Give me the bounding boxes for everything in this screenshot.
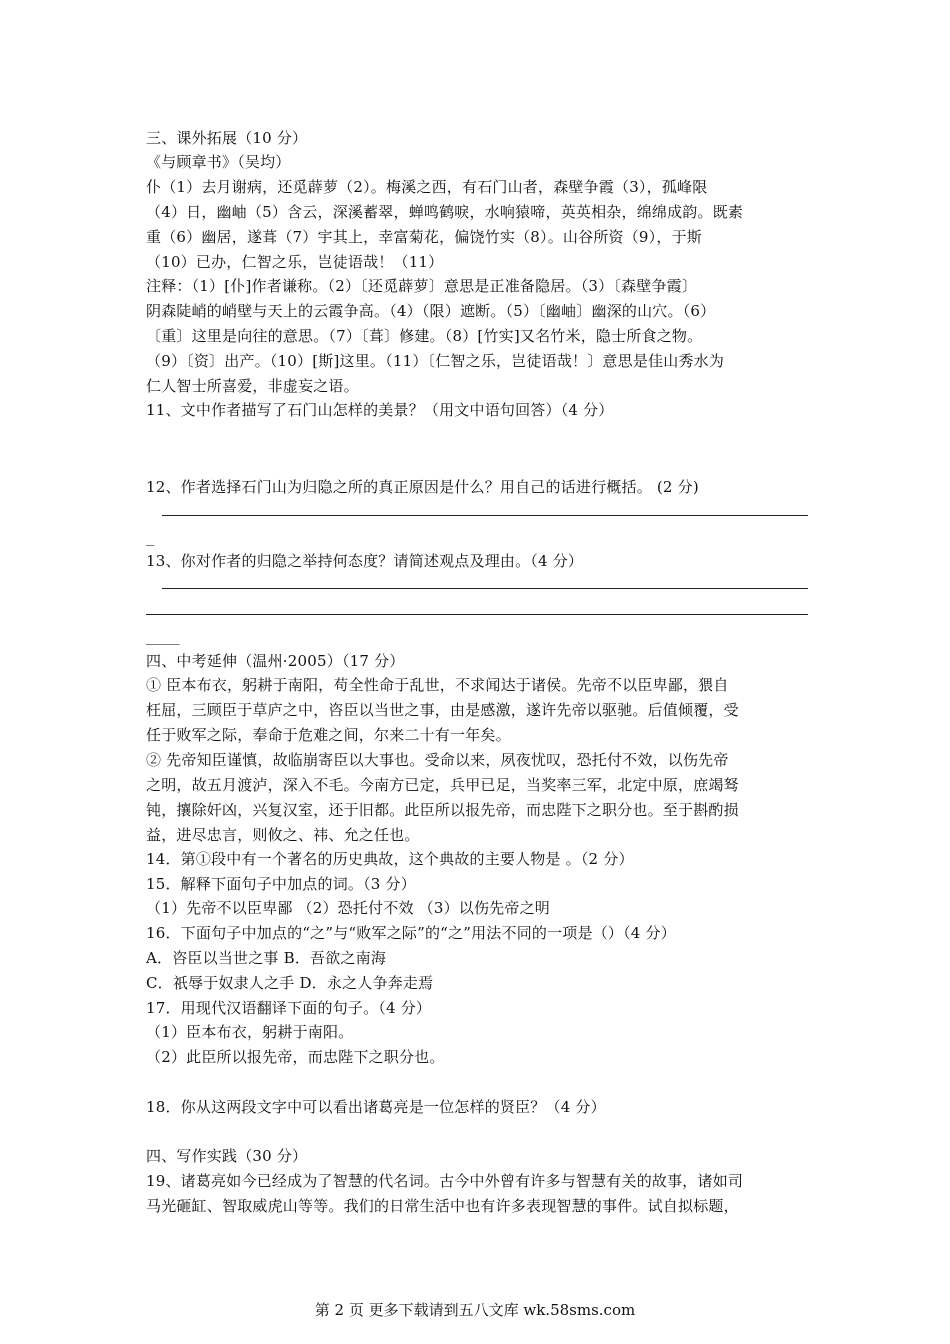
answer-line-13a [162,588,808,589]
question-14: 14．第①段中有一个著名的历史典故，这个典故的主要人物是 。（2 分） [146,850,634,868]
answer-line-13b [146,614,808,615]
section3-text-line: 仆（1）去月谢病，还觅薜萝（2）。梅溪之西，有石门山者，森壁争霞（3），孤峰限 [146,178,708,196]
answer-line-12 [162,515,808,516]
section4-para1-line: 任于败军之际，奉命于危难之间，尔来二十有一年矣。 [146,726,511,744]
section4-para2-line: 之明，故五月渡泸，深入不毛。今南方已定，兵甲已足，当奖率三军，北定中原，庶竭驽 [146,776,739,794]
section4-para2-line: 钝，攘除奸凶，兴复汉室，还于旧都。此臣所以报先帝，而忠陛下之职分也。至于斟酌损 [146,801,739,819]
question-18: 18．你从这两段文字中可以看出诸葛亮是一位怎样的贤臣？（4 分） [146,1098,606,1116]
page-footer: 第 2 页 更多下载请到五八文库 wk.58sms.com [314,1301,636,1319]
question-11: 11、文中作者描写了石门山怎样的美景？（用文中语句回答）（4 分） [146,401,614,419]
answer-line-13-tail: ____ [146,629,180,645]
section3-text-line: （4）日，幽岫（5）含云，深溪蓄翠，蝉鸣鹤唳，水响猿啼，英英相杂，绵绵成韵。既素 [146,203,744,221]
section3-text-line: 重（6）幽居，遂葺（7）宇其上，幸富菊花，偏饶竹实（8）。山谷所资（9），于斯 [146,228,702,246]
section3-note-line: 注释：（1）[仆]作者谦称。（2）〔还觅薜萝〕意思是正准备隐居。（3）〔森壁争霞〕 [146,277,698,295]
section3-note-line: 仁人智士所喜爱，非虚妄之语。 [146,377,359,395]
section3-note-line: （9）〔资〕出产。（10）[斯]这里。（11）〔仁智之乐，岂徒语哉！〕意思是佳山秀水为 [146,352,725,370]
section4-para1-line: ① 臣本布衣，躬耕于南阳，苟全性命于乱世，不求闻达于诸侯。先帝不以臣卑鄙，猥自 [146,676,729,694]
section5-heading: 四、写作实践（30 分） [146,1147,308,1165]
question-16-options-cd: C．祇辱于奴隶人之手 D．永之人争奔走焉 [146,974,434,992]
answer-line-12-tail: _ [146,530,155,546]
question-15-items: （1）先帝不以臣卑鄙 （2）恐托付不效 （3）以伤先帝之明 [146,899,550,917]
section5-text-line: 马光砸缸、智取威虎山等等。我们的日常生活中也有许多表现智慧的事件。试自拟标题， [146,1197,739,1215]
question-17: 17．用现代汉语翻译下面的句子。（4 分） [146,999,432,1017]
section5-text-line: 19、诸葛亮如今已经成为了智慧的代名词。古今中外曾有许多与智慧有关的故事，诸如司 [146,1172,744,1190]
section3-note-line: 〔重〕这里是向往的意思。（7）〔葺〕修建。（8）[竹实]又名竹米，隐士所食之物。 [146,327,703,345]
section4-para1-line: 枉屈，三顾臣于草庐之中，咨臣以当世之事，由是感激，遂许先帝以驱驰。后值倾覆，受 [146,701,739,719]
section4-heading: 四、中考延伸（温州·2005）（17 分） [146,652,405,670]
section4-para2-line: ② 先帝知臣谨慎，故临崩寄臣以大事也。受命以来，夙夜忧叹，恐托付不效，以伤先帝 [146,751,729,769]
question-17-item-1: （1）臣本布衣，躬耕于南阳。 [146,1023,354,1041]
question-15: 15．解释下面句子中加点的词。（3 分） [146,875,416,893]
question-13: 13、你对作者的归隐之举持何态度？请简述观点及理由。（4 分） [146,552,584,570]
section4-para2-line: 益，进尽忠言，则攸之、祎、允之任也。 [146,826,420,844]
question-12: 12、作者选择石门山为归隐之所的真正原因是什么？用自己的话进行概括。 (2 分) [146,478,699,496]
section3-title: 《与顾章书》（吴均） [146,153,291,171]
question-16-options-ab: A．咨臣以当世之事 B．吾欲之南海 [146,949,387,967]
question-17-item-2: （2）此臣所以报先帝，而忠陛下之职分也。 [146,1048,445,1066]
section3-heading: 三、课外拓展（10 分） [146,129,308,147]
question-16: 16．下面句子中加点的“之”与“败军之际”的“之”用法不同的一项是（）（4 分） [146,924,676,942]
section3-note-line: 阴森陡峭的峭壁与天上的云霞争高。（4）（限）遮断。（5）〔幽岫〕幽深的山穴。（6） [146,302,716,320]
section3-text-line: （10）已办，仁智之乐，岂徒语哉！（11） [146,253,444,271]
